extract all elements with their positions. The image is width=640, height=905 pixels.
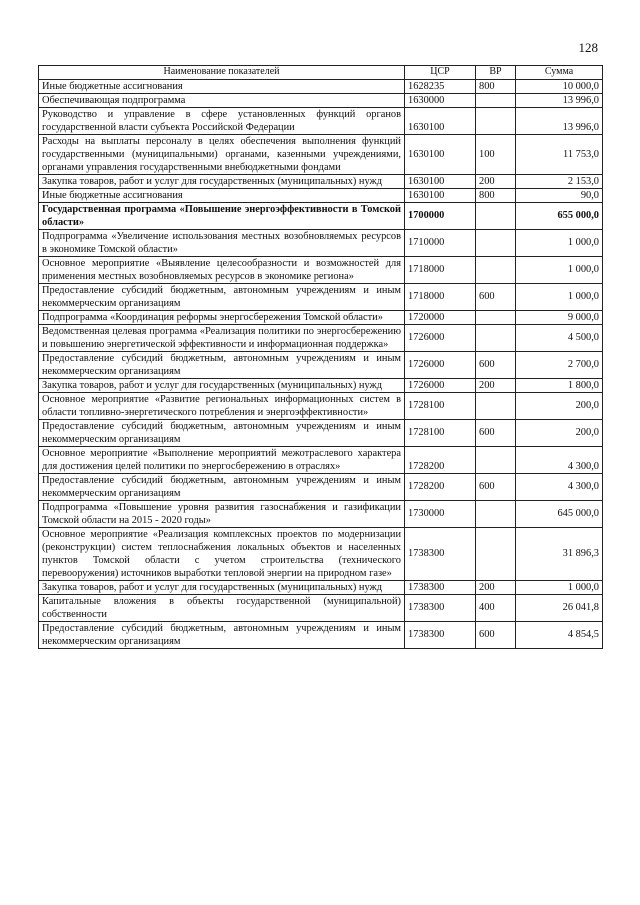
- row-csr: 1738300: [405, 594, 476, 621]
- table-row: [39, 256, 603, 283]
- row-vr: [476, 256, 516, 283]
- table-row: [39, 283, 603, 310]
- row-csr: 1720000: [405, 310, 476, 324]
- row-name: Подпрограмма «Повышение уровня развития газоснабжения и газификации Томской области на 2015 - 2020 годы»: [39, 500, 405, 527]
- table-row: [39, 351, 603, 378]
- row-vr: [476, 500, 516, 527]
- row-vr: [476, 446, 516, 473]
- page-number: 128: [578, 40, 598, 55]
- row-vr: 200: [476, 580, 516, 594]
- table-row: [39, 310, 603, 324]
- table-row: [39, 527, 603, 580]
- row-sum: 11 753,0: [516, 134, 603, 174]
- row-name: Подпрограмма «Координация реформы энергосбережения Томской области»: [39, 310, 405, 324]
- table-row: [39, 202, 603, 229]
- row-name: Руководство и управление в сфере установленных функций органов государственной власти субъекта Российской Федерации: [39, 107, 405, 134]
- row-name: Ведомственная целевая программа «Реализация политики по энергосбережению и повышению энергетической эффективности и информационная поддержка»: [39, 324, 405, 351]
- row-name: Капитальные вложения в объекты государственной (муниципальной) собственности: [39, 594, 405, 621]
- row-vr: [476, 527, 516, 580]
- row-csr: 1726000: [405, 351, 476, 378]
- table-row: [39, 500, 603, 527]
- row-sum: 9 000,0: [516, 310, 603, 324]
- table-row: [39, 174, 603, 188]
- row-vr: 100: [476, 134, 516, 174]
- table-row: [39, 392, 603, 419]
- row-vr: [476, 229, 516, 256]
- table-row: [39, 134, 603, 174]
- row-sum: 1 000,0: [516, 229, 603, 256]
- row-name: Иные бюджетные ассигнования: [39, 79, 405, 93]
- row-sum: 4 500,0: [516, 324, 603, 351]
- row-csr: 1718000: [405, 283, 476, 310]
- row-csr: 1630000: [405, 93, 476, 107]
- row-vr: 600: [476, 473, 516, 500]
- row-vr: 600: [476, 621, 516, 648]
- header-vr: ВР: [476, 66, 516, 80]
- row-sum: 26 041,8: [516, 594, 603, 621]
- row-csr: 1710000: [405, 229, 476, 256]
- row-sum: 10 000,0: [516, 79, 603, 93]
- row-csr: 1700000: [405, 202, 476, 229]
- row-csr: 1738300: [405, 621, 476, 648]
- row-sum: 1 800,0: [516, 378, 603, 392]
- row-sum: 645 000,0: [516, 500, 603, 527]
- row-csr: 1726000: [405, 378, 476, 392]
- table-row: [39, 419, 603, 446]
- row-vr: [476, 310, 516, 324]
- row-name: Закупка товаров, работ и услуг для государственных (муниципальных) нужд: [39, 378, 405, 392]
- row-vr: 400: [476, 594, 516, 621]
- row-sum: 4 854,5: [516, 621, 603, 648]
- table-row: [39, 378, 603, 392]
- budget-table: [38, 65, 603, 649]
- row-vr: [476, 202, 516, 229]
- row-name: Обеспечивающая подпрограмма: [39, 93, 405, 107]
- row-csr: 1738300: [405, 527, 476, 580]
- row-csr: 1728100: [405, 392, 476, 419]
- row-sum: 13 996,0: [516, 107, 603, 134]
- row-name: Подпрограмма «Увеличение использования местных возобновляемых ресурсов в экономике Томской области»: [39, 229, 405, 256]
- row-vr: 200: [476, 174, 516, 188]
- row-csr: 1730000: [405, 500, 476, 527]
- row-csr: 1630100: [405, 188, 476, 202]
- row-vr: [476, 93, 516, 107]
- row-csr: 1628235: [405, 79, 476, 93]
- row-sum: 655 000,0: [516, 202, 603, 229]
- header-name: Наименование показателей: [39, 66, 405, 80]
- row-name: Закупка товаров, работ и услуг для государственных (муниципальных) нужд: [39, 580, 405, 594]
- table-row: [39, 229, 603, 256]
- row-vr: [476, 107, 516, 134]
- row-sum: 2 700,0: [516, 351, 603, 378]
- row-sum: 13 996,0: [516, 93, 603, 107]
- row-sum: 1 000,0: [516, 283, 603, 310]
- row-sum: 4 300,0: [516, 473, 603, 500]
- table-row: [39, 446, 603, 473]
- table-row: [39, 580, 603, 594]
- row-csr: 1630100: [405, 107, 476, 134]
- row-csr: 1630100: [405, 174, 476, 188]
- table-row: [39, 93, 603, 107]
- row-name: Предоставление субсидий бюджетным, автономным учреждениям и иным некоммерческим организациям: [39, 621, 405, 648]
- row-name: Основное мероприятие «Развитие региональных информационных систем в области топливно-энергетического потребления и энергоэффективности»: [39, 392, 405, 419]
- row-vr: 800: [476, 79, 516, 93]
- row-csr: 1726000: [405, 324, 476, 351]
- row-sum: 31 896,3: [516, 527, 603, 580]
- row-vr: 600: [476, 419, 516, 446]
- table-row: [39, 188, 603, 202]
- row-csr: 1728100: [405, 419, 476, 446]
- header-sum: Сумма: [516, 66, 603, 80]
- table-row: [39, 594, 603, 621]
- row-name: Предоставление субсидий бюджетным, автономным учреждениям и иным некоммерческим организациям: [39, 473, 405, 500]
- row-csr: 1728200: [405, 446, 476, 473]
- row-name: Предоставление субсидий бюджетным, автономным учреждениям и иным некоммерческим организациям: [39, 419, 405, 446]
- table-row: [39, 79, 603, 93]
- row-csr: 1738300: [405, 580, 476, 594]
- table-row: [39, 107, 603, 134]
- row-sum: 200,0: [516, 419, 603, 446]
- row-vr: 600: [476, 283, 516, 310]
- header-csr: ЦСР: [405, 66, 476, 80]
- row-name: Основное мероприятие «Реализация комплексных проектов по модернизации (реконструкции) систем теплоснабжения локальных объектов и населенных пунктов Томской области с учетом строительства (технического перевооружения) источников выработки тепловой энергии на природном газе»: [39, 527, 405, 580]
- row-csr: 1630100: [405, 134, 476, 174]
- row-sum: 90,0: [516, 188, 603, 202]
- row-vr: 800: [476, 188, 516, 202]
- row-vr: 200: [476, 378, 516, 392]
- row-vr: 600: [476, 351, 516, 378]
- row-name: Закупка товаров, работ и услуг для государственных (муниципальных) нужд: [39, 174, 405, 188]
- row-name: Основное мероприятие «Выявление целесообразности и возможностей для применения местных возобновляемых ресурсов в экономике региона»: [39, 256, 405, 283]
- row-sum: 2 153,0: [516, 174, 603, 188]
- row-vr: [476, 324, 516, 351]
- row-name: Предоставление субсидий бюджетным, автономным учреждениям и иным некоммерческим организациям: [39, 283, 405, 310]
- row-name: Расходы на выплаты персоналу в целях обеспечения выполнения функций государственными (муниципальными) органами, казенными учреждениями, органами управления государственными внебюджетными фондами: [39, 134, 405, 174]
- row-vr: [476, 392, 516, 419]
- table-row: [39, 473, 603, 500]
- table-header-row: [39, 66, 603, 80]
- row-sum: 1 000,0: [516, 256, 603, 283]
- row-sum: 200,0: [516, 392, 603, 419]
- row-csr: 1728200: [405, 473, 476, 500]
- row-name: Основное мероприятие «Выполнение мероприятий межотраслевого характера для достижения целей политики по энергосбережению в отраслях»: [39, 446, 405, 473]
- table-row: [39, 621, 603, 648]
- row-name: Иные бюджетные ассигнования: [39, 188, 405, 202]
- row-name: Государственная программа «Повышение энергоэффективности в Томской области»: [39, 202, 405, 229]
- row-sum: 1 000,0: [516, 580, 603, 594]
- table-row: [39, 324, 603, 351]
- row-csr: 1718000: [405, 256, 476, 283]
- row-sum: 4 300,0: [516, 446, 603, 473]
- row-name: Предоставление субсидий бюджетным, автономным учреждениям и иным некоммерческим организациям: [39, 351, 405, 378]
